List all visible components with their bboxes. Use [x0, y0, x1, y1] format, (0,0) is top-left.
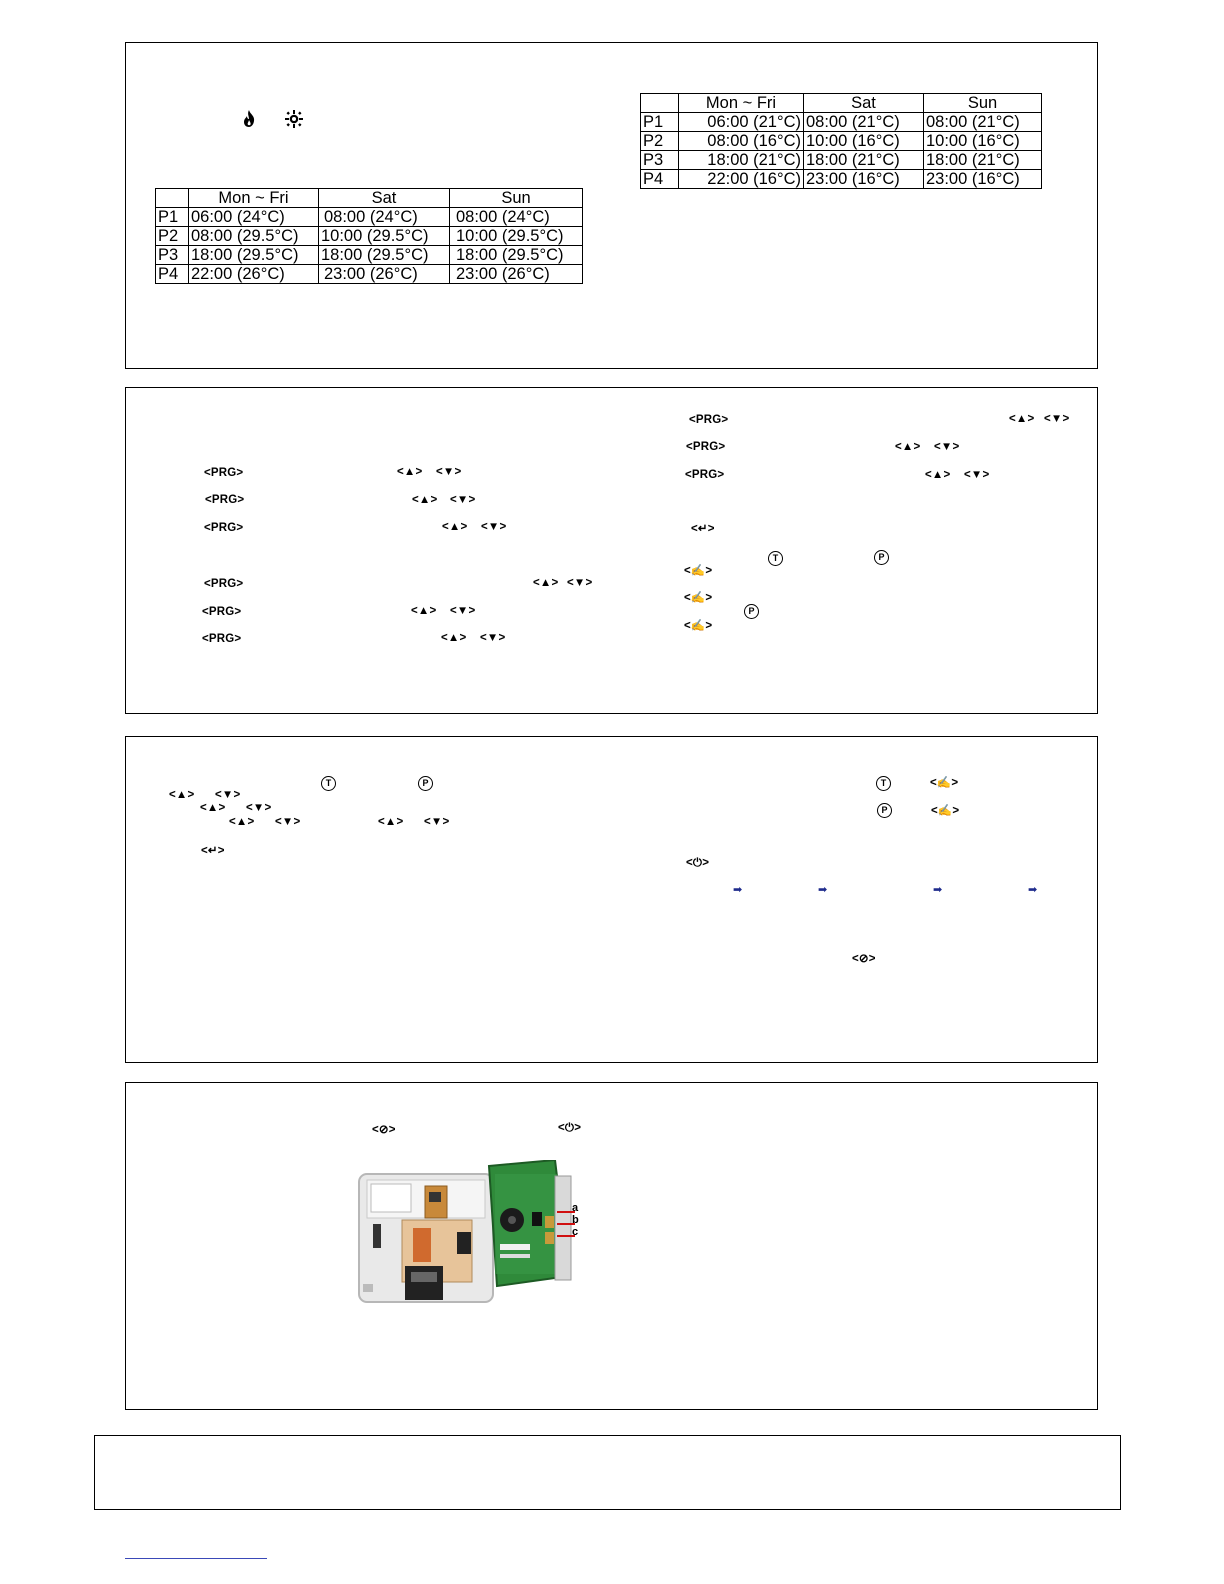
off-key: <⊘> — [852, 953, 876, 965]
down-key: <▼> — [934, 441, 960, 453]
table-header: Sun — [450, 189, 583, 208]
table-cell: P2 — [641, 132, 679, 151]
up-key: <▲> — [378, 816, 404, 828]
down-key: <▼> — [567, 577, 593, 589]
up-key: <▲> — [442, 521, 468, 533]
table-row — [156, 246, 583, 265]
down-key: <▼> — [964, 469, 990, 481]
p-mode-icon: P — [418, 776, 433, 791]
up-key: <▲> — [397, 466, 423, 478]
up-key: <▲> — [441, 632, 467, 644]
down-key: <▼> — [424, 816, 450, 828]
table-cell: P1 — [641, 113, 679, 132]
arrow-icon: ➡ — [933, 884, 943, 896]
down-key: <▼> — [215, 789, 241, 801]
hand-key: <✍> — [684, 620, 713, 632]
table-row — [156, 208, 583, 227]
table-cell: P2 — [156, 227, 189, 246]
table-cell: 18:00 (21°C) — [679, 151, 804, 170]
up-key: <▲> — [1009, 413, 1035, 425]
table-cell: P1 — [156, 208, 189, 227]
table-row — [641, 170, 1042, 189]
terminal-label-b: b — [572, 1214, 579, 1226]
table-cell: 08:00 (16°C) — [679, 132, 804, 151]
table-cell: 23:00 (26°C) — [450, 265, 583, 284]
arrow-icon: ➡ — [1028, 884, 1038, 896]
down-key: <▼> — [436, 466, 462, 478]
table-cell: 08:00 (24°C) — [319, 208, 450, 227]
table-cell: 23:00 (16°C) — [924, 170, 1042, 189]
prg-key: <PRG> — [685, 469, 725, 481]
up-key: <▲> — [229, 816, 255, 828]
down-key: <▼> — [481, 521, 507, 533]
table-cell: 08:00 (21°C) — [924, 113, 1042, 132]
table-header: Mon ~ Fri — [679, 94, 804, 113]
up-key: <▲> — [411, 605, 437, 617]
table-header — [156, 189, 189, 208]
table-cell: 10:00 (16°C) — [804, 132, 924, 151]
t-mode-icon: T — [768, 551, 783, 566]
flame-icon — [242, 110, 256, 132]
sun-icon — [285, 110, 303, 133]
prg-key: <PRG> — [204, 578, 244, 590]
enter-key: <↵> — [201, 845, 225, 857]
prg-key: <PRG> — [204, 467, 244, 479]
enter-key: <↵> — [691, 523, 715, 535]
p-mode-icon: P — [744, 604, 759, 619]
up-key: <▲> — [533, 577, 559, 589]
table-row — [641, 113, 1042, 132]
down-key: <▼> — [450, 494, 476, 506]
table-header: Sat — [319, 189, 450, 208]
p-mode-icon: P — [874, 550, 889, 565]
table-cell: 10:00 (29.5°C) — [319, 227, 450, 246]
table-cell: 18:00 (21°C) — [924, 151, 1042, 170]
table-cell: 06:00 (21°C) — [679, 113, 804, 132]
thermostat-circuit-photo — [357, 1160, 582, 1306]
table-cell: 08:00 (21°C) — [804, 113, 924, 132]
table-cell: 23:00 (16°C) — [804, 170, 924, 189]
table-cell: 08:00 (29.5°C) — [189, 227, 319, 246]
table-cell: P4 — [641, 170, 679, 189]
heating-schedule-table — [155, 188, 583, 284]
table-cell: 18:00 (21°C) — [804, 151, 924, 170]
table-cell: 10:00 (16°C) — [924, 132, 1042, 151]
down-key: <▼> — [275, 816, 301, 828]
table-cell: 08:00 (24°C) — [450, 208, 583, 227]
table-row — [156, 265, 583, 284]
table-cell: 18:00 (29.5°C) — [450, 246, 583, 265]
table-header: Sat — [804, 94, 924, 113]
table-cell: 06:00 (24°C) — [189, 208, 319, 227]
prg-key: <PRG> — [202, 633, 242, 645]
table-row — [641, 132, 1042, 151]
table-row — [156, 227, 583, 246]
hand-key: <✍> — [684, 592, 713, 604]
table-row — [641, 151, 1042, 170]
hand-key: <✍> — [931, 805, 960, 817]
down-key: <▼> — [480, 632, 506, 644]
down-key: <▼> — [246, 802, 272, 814]
table-header: Mon ~ Fri — [189, 189, 319, 208]
down-key: <▼> — [1044, 413, 1070, 425]
hand-key: <✍> — [684, 565, 713, 577]
up-key: <▲> — [412, 494, 438, 506]
footnote-rule — [125, 1558, 267, 1559]
table-cell: 10:00 (29.5°C) — [450, 227, 583, 246]
up-key: <▲> — [895, 441, 921, 453]
up-key: <▲> — [200, 802, 226, 814]
t-mode-icon: T — [321, 776, 336, 791]
table-header — [641, 94, 679, 113]
table-cell: 18:00 (29.5°C) — [319, 246, 450, 265]
down-key: <▼> — [450, 605, 476, 617]
prg-key: <PRG> — [204, 522, 244, 534]
table-cell: 23:00 (26°C) — [319, 265, 450, 284]
off-key: <⊘> — [372, 1124, 396, 1136]
power-key: <⏻> — [686, 857, 710, 869]
prg-key: <PRG> — [202, 606, 242, 618]
up-key: <▲> — [925, 469, 951, 481]
table-cell: 22:00 (26°C) — [189, 265, 319, 284]
programming-panel — [125, 387, 1098, 714]
terminal-label-a: a — [572, 1202, 579, 1214]
hand-key: <✍> — [930, 777, 959, 789]
prg-key: <PRG> — [686, 441, 726, 453]
p-mode-icon: P — [877, 803, 892, 818]
prg-key: <PRG> — [205, 494, 245, 506]
table-cell: P3 — [156, 246, 189, 265]
t-mode-icon: T — [876, 776, 891, 791]
footer-box — [94, 1435, 1121, 1510]
prg-key: <PRG> — [689, 414, 729, 426]
arrow-icon: ➡ — [818, 884, 828, 896]
up-key: <▲> — [169, 789, 195, 801]
power-key: <⏻> — [558, 1122, 582, 1134]
arrow-icon: ➡ — [733, 884, 743, 896]
table-header: Sun — [924, 94, 1042, 113]
terminal-label-c: c — [572, 1226, 579, 1238]
wiring-panel — [125, 1082, 1098, 1410]
table-cell: 18:00 (29.5°C) — [189, 246, 319, 265]
table-cell: 22:00 (16°C) — [679, 170, 804, 189]
cooling-schedule-table — [640, 93, 1042, 189]
table-cell: P3 — [641, 151, 679, 170]
table-cell: P4 — [156, 265, 189, 284]
